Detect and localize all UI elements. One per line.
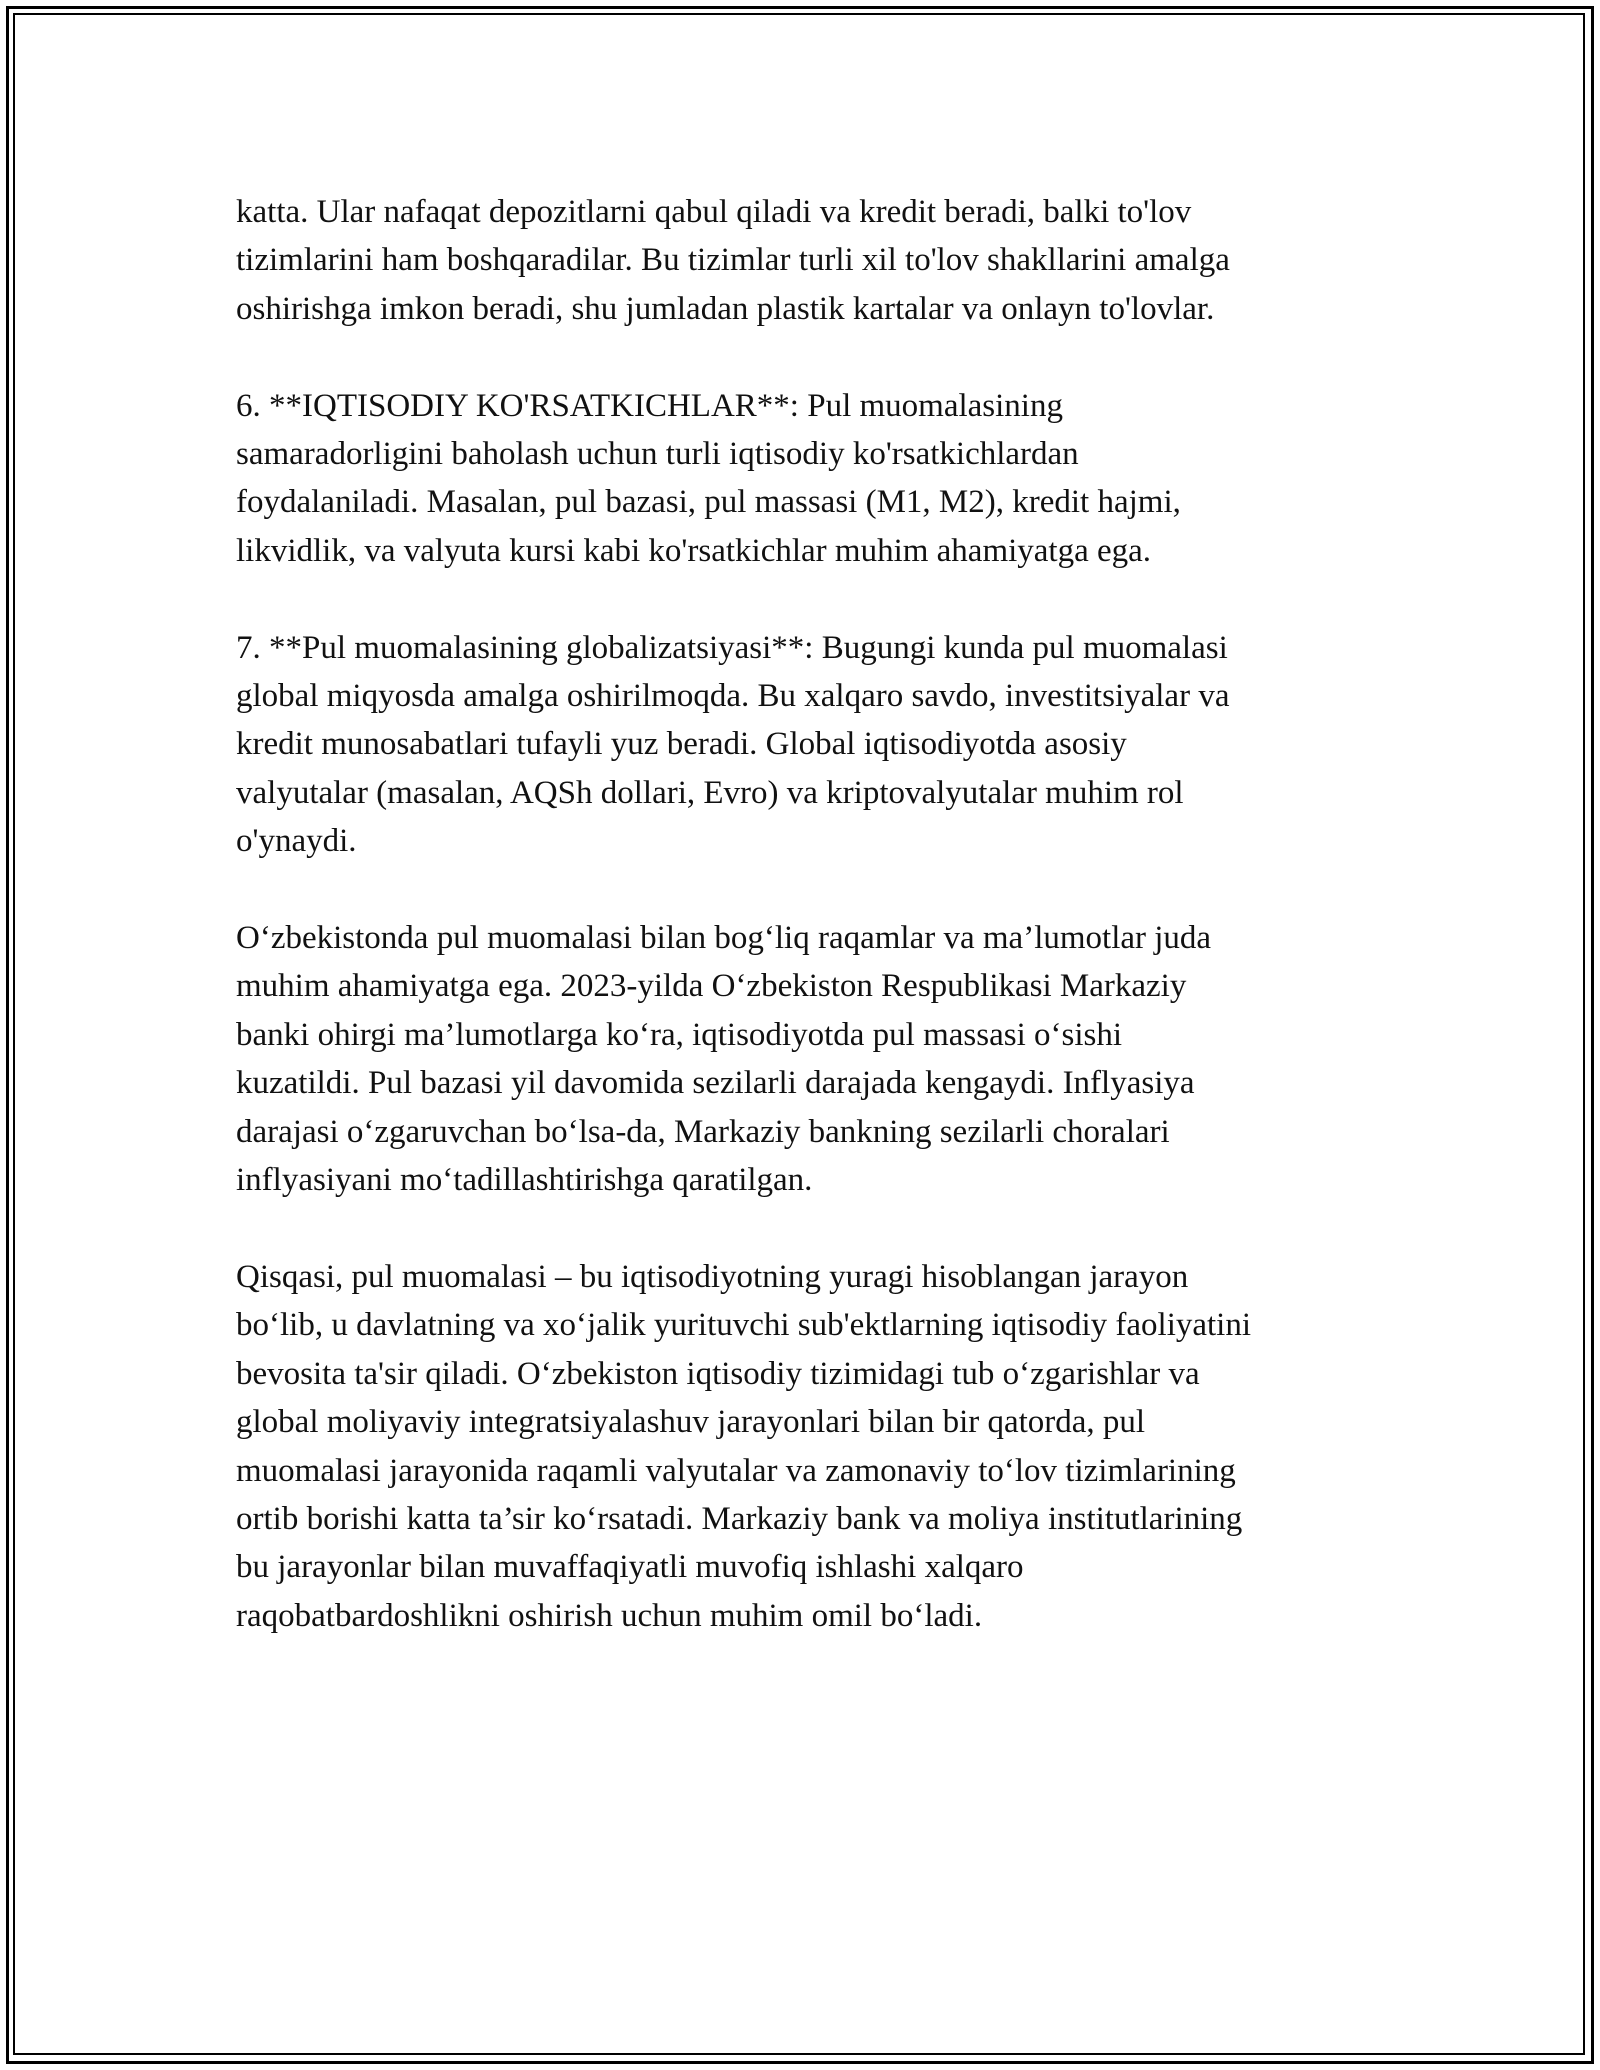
paragraph-uzbekistan-data — [236, 914, 1376, 1204]
text-line: kredit munosabatlari tufayli yuz beradi. Global iqtisodiyotda asosiy — [236, 726, 1127, 763]
document-body — [236, 188, 1376, 1689]
text-line: foydalaniladi. Masalan, pul bazasi, pul massasi (M1, M2), kredit hajmi, — [236, 484, 1181, 521]
text-line: darajasi o‘zgaruvchan bo‘lsa-da, Markaziy bankning sezilarli choralari — [236, 1113, 1170, 1150]
text-line: samaradorligini baholash uchun turli iqtisodiy ko'rsatkichlardan — [236, 436, 1079, 473]
text-line: O‘zbekistonda pul muomalasi bilan bog‘liq raqamlar va ma’lumotlar juda — [236, 920, 1212, 957]
text-line: banki ohirgi ma’lumotlarga ko‘ra, iqtisodiyotda pul massasi o‘sishi — [236, 1016, 1123, 1053]
paragraph-conclusion — [236, 1253, 1376, 1640]
text-line: likvidlik, va valyuta kursi kabi ko'rsatkichlar muhim ahamiyatga ega. — [236, 532, 1152, 569]
text-line: bo‘lib, u davlatning va xo‘jalik yurituvchi sub'ektlarning iqtisodiy faoliyatini — [236, 1307, 1252, 1344]
text-line: tizimlarini ham boshqaradilar. Bu tizimlar turli xil to'lov shakllarini amalga — [236, 242, 1230, 279]
text-line: inflyasiyani mo‘tadillashtirishga qaratilgan. — [236, 1162, 813, 1199]
text-line: 7. **Pul muomalasining globalizatsiyasi**: Bugungi kunda pul muomalasi — [236, 629, 1228, 666]
text-line: kuzatildi. Pul bazasi yil davomida sezilarli darajada kengaydi. Inflyasiya — [236, 1065, 1195, 1102]
text-line: katta. Ular nafaqat depozitlarni qabul qiladi va kredit beradi, balki to'lov — [236, 194, 1192, 230]
paragraph-globalization — [236, 624, 1376, 866]
text-line: bu jarayonlar bilan muvaffaqiyatli muvofiq ishlashi xalqaro — [236, 1549, 1024, 1586]
text-line: oshirishga imkon beradi, shu jumladan plastik kartalar va onlayn to'lovlar. — [236, 290, 1215, 327]
text-line: global moliyaviy integratsiyalashuv jarayonlari bilan bir qatorda, pul — [236, 1404, 1146, 1441]
text-line: muomalasi jarayonida raqamli valyutalar va zamonaviy to‘lov tizimlarining — [236, 1452, 1236, 1489]
text-line: global miqyosda amalga oshirilmoqda. Bu xalqaro savdo, investitsiyalar va — [236, 678, 1230, 715]
text-line: bevosita ta'sir qiladi. O‘zbekiston iqtisodiy tizimidagi tub o‘zgarishlar va — [236, 1355, 1200, 1392]
text-line: muhim ahamiyatga ega. 2023-yilda O‘zbekiston Respublikasi Markaziy — [236, 968, 1187, 1005]
paragraph-banks — [236, 188, 1376, 333]
paragraph-economic-indicators — [236, 382, 1376, 576]
text-line: raqobatbardoshlikni oshirish uchun muhim omil bo‘ladi. — [236, 1597, 983, 1634]
text-line: 6. **IQTISODIY KO'RSATKICHLAR**: Pul muomalasining — [236, 387, 1063, 424]
text-line: Qisqasi, pul muomalasi – bu iqtisodiyotning yuragi hisoblangan jarayon — [236, 1258, 1189, 1295]
text-line: ortib borishi katta ta’sir ko‘rsatadi. Markaziy bank va moliya institutlarining — [236, 1500, 1243, 1537]
text-line: o'ynaydi. — [236, 823, 357, 860]
text-line: valyutalar (masalan, AQSh dollari, Evro) va kriptovalyutalar muhim rol — [236, 774, 1184, 811]
